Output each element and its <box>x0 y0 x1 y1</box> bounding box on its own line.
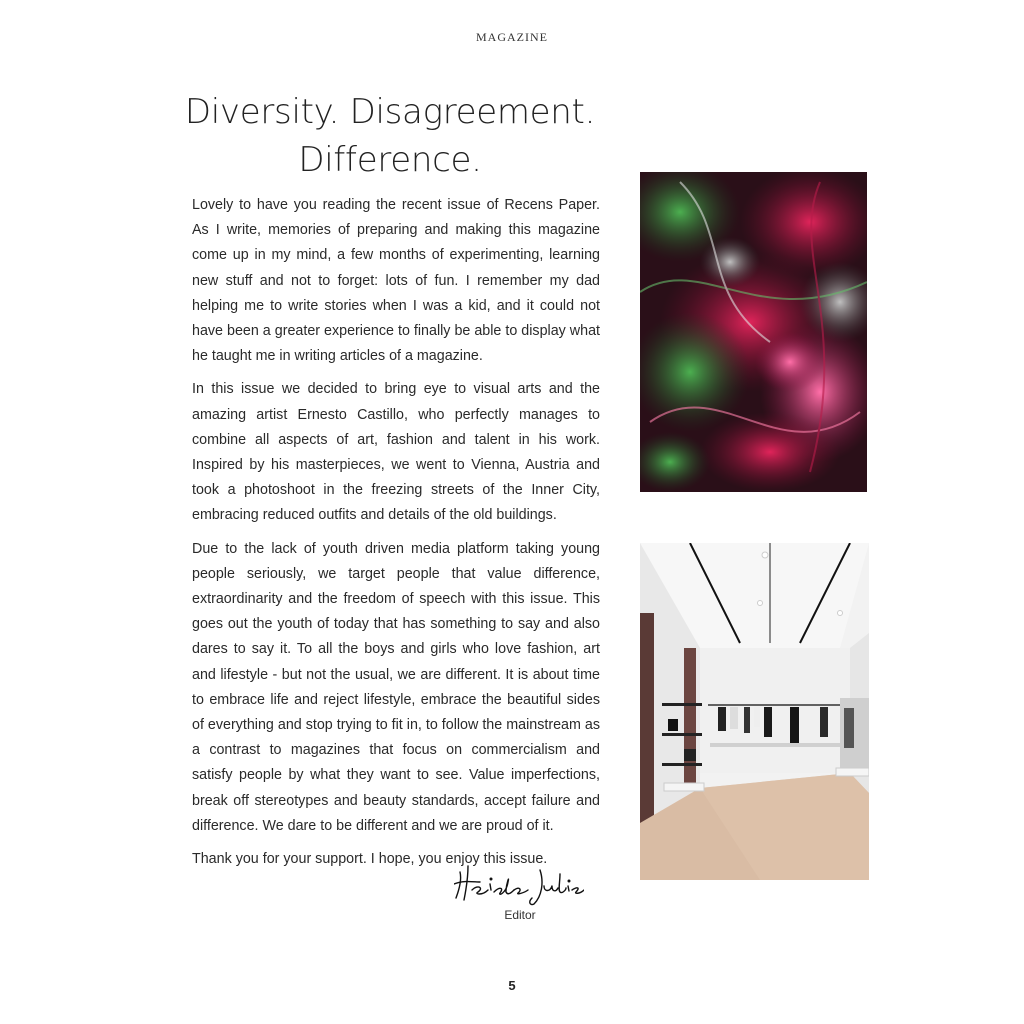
title-line-2: Difference. <box>298 140 482 180</box>
signature-role: Editor <box>504 908 536 922</box>
paragraph-4: Thank you for your support. I hope, you enjoy this issue. <box>192 851 548 868</box>
abstract-art-image <box>640 172 867 492</box>
title-line-1: Diversity. Disagreement. <box>184 92 596 132</box>
magazine-header: MAGAZINE <box>476 30 548 44</box>
paragraph-3: Due to the lack of youth driven media platform taking young people seriously, we target people that value difference, extraordinarity and the freedom of speech with this issue. This goes out the youth of today that has something to say and also dares to say it. To all the boys and girls who love fashion, art and lifestyle - but not the usual, we are different. It is about time to embrace life and reject lifestyle, embrace the beautiful sides of everything and stop trying to fit in, to follow the mainstream as a contrast to magazines that focus on commercialism and satisfy people by what they want to see. Value imperfections, break off stereotypes and beauty standards, accept failure and difference. We dare to be different and we are proud of it. <box>192 540 600 834</box>
boutique-interior-image <box>640 543 869 880</box>
paragraph-2: In this issue we decided to bring eye to visual arts and the amazing artist Ernesto Castillo, who perfectly manages to combine all aspects of art, fashion and talent in his work. Inspired by his masterpieces, we went to Vienna, Austria and took a photoshoot in the freezing streets of the Inner City, embracing reduced outfits and details of the old buildings. <box>192 381 600 524</box>
article-body <box>192 193 600 880</box>
editor-signature <box>454 860 584 908</box>
paragraph-1: Lovely to have you reading the recent issue of Recens Paper. As I write, memories of preparing and making this magazine come up in my mind, a few months of experimenting, learning new stuff and not to forget: lots of fun. I remember my dad helping me to write stories when I was a kid, and it could not have been a greater experience to finally be able to display what he taught me in writing articles of a magazine. <box>192 197 600 365</box>
page-number: 5 <box>508 978 516 993</box>
article-title <box>170 88 610 184</box>
